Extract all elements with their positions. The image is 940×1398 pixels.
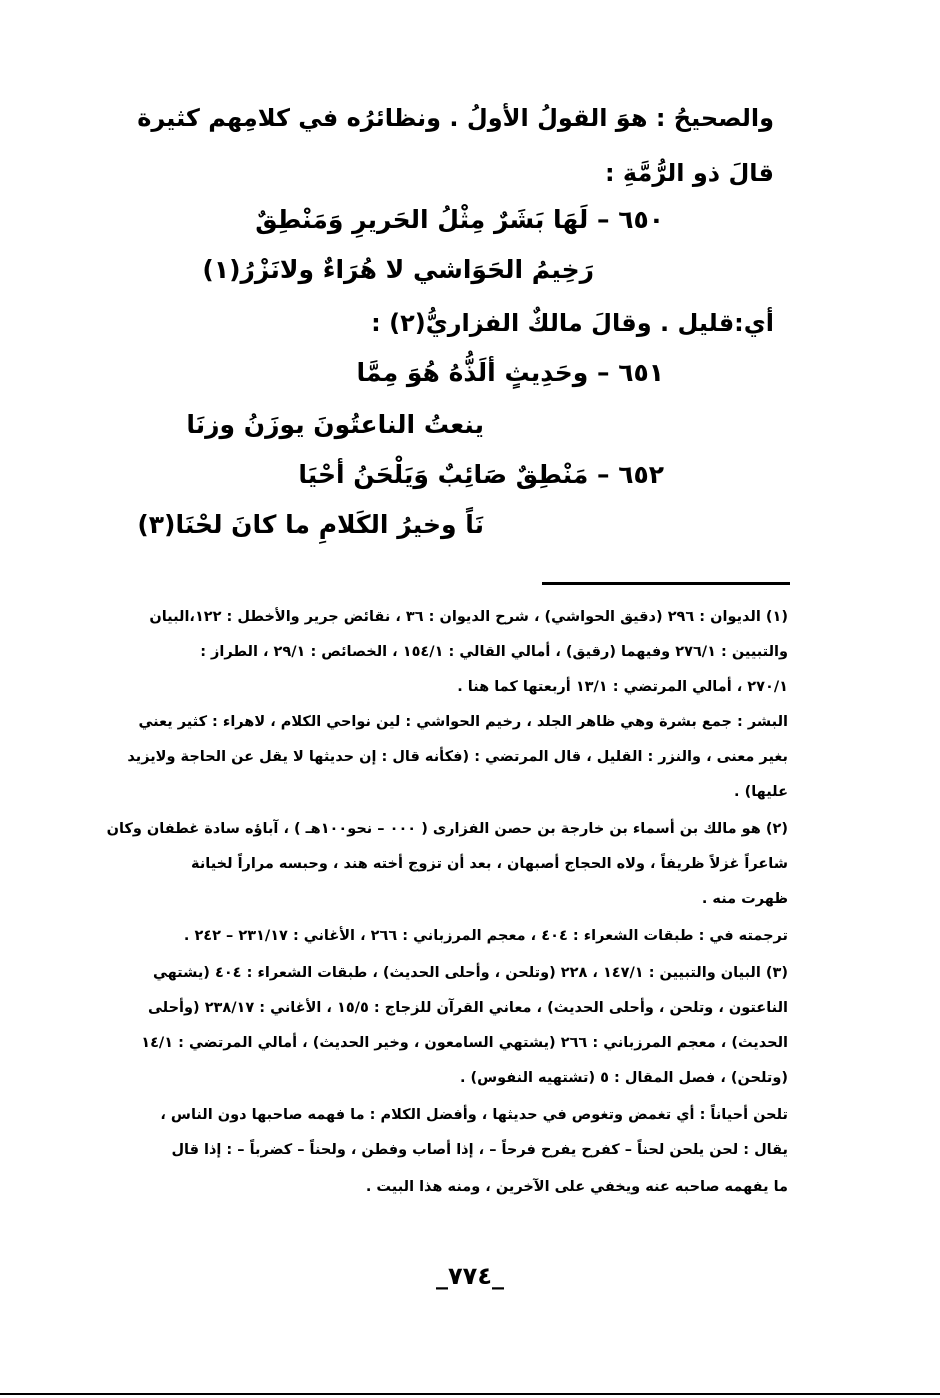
- verse-652-second-hemistich: نَاً وخيرُ الكَلامِ ما كانَ لحْنَا(٣): [137, 510, 484, 539]
- footnote-line: (٢) هو مالك بن أسماء بن خارجة بن حصن الفزارى ( ٠٠٠ – نحو١٠٠هـ ) ، آباؤه سادة غطفان وكان: [106, 821, 788, 837]
- footnote-separator: [542, 582, 790, 585]
- footnote-line: تلحن أحياناً : أي تغمض وتغوص في حديثها ، وأفضل الكلام : ما فهمه صاحبها دون الناس ،: [160, 1107, 788, 1123]
- footnote-line: عليها) .: [734, 784, 788, 800]
- verse-650-second-hemistich: رَخِيمُ الحَوَاشي لا هُرَاءٌ ولانَزْرُ(١): [202, 255, 594, 284]
- footnote-line: بغير معنى ، والنزر : القليل ، قال المرتضي : (فكأنه قال : إن حديثها لا يقل عن الحاجة ولايزيد: [127, 749, 788, 765]
- footnote-line: ما يفهمه صاحبه عنه ويخفي على الآخرين ، ومنه هذا البيت .: [365, 1179, 788, 1195]
- footnote-line: (١) الديوان : ٢٩٦ (دقيق الحواشي) ، شرح الديوان : ٣٦ ، نقائض جرير والأخطل : ١٢٢،البيان: [149, 609, 788, 625]
- poet-line: قالَ ذو الرُّمَّةِ :: [604, 159, 774, 187]
- verse-651-first-hemistich: ٦٥١ – وحَدِيثٍ ألَذُّهُ هُوَ مِمَّا: [356, 358, 664, 387]
- footnote-line: الناعتون ، وتلحن ، وأحلى الحديث) ، معاني القرآن للزجاج : ١٥/٥ ، الأغاني : ٢٣٨/١٧ (وأحلى: [148, 1000, 788, 1016]
- footnote-line: ٢٧٠/١ ، أمالي المرتضي : ١٣/١ أربعتها كما هنا .: [457, 679, 788, 695]
- footnote-line: (٣) البيان والتبيين : ١٤٧/١ ، ٢٢٨ (وتلحن ، وأحلى الحديث) ، طبقات الشعراء : ٤٠٤ (يشتهي: [152, 965, 788, 981]
- footnote-line: الحديث) ، معجم المرزباني : ٢٦٦ (يشتهي السامعون ، وخير الحديث) ، أمالي المرتضي : ١٤/١: [141, 1035, 788, 1051]
- verse-652-first-hemistich: ٦٥٢ – مَنْطِقٌ صَائِبٌ وَيَلْحَنُ أحْيَا: [298, 460, 664, 489]
- verse-651-second-hemistich: ينعتُ الناعتُونَ يوزَنُ وزنَا: [186, 410, 484, 439]
- page-number: _٧٧٤_: [436, 1262, 504, 1290]
- footnote-line: ظهرت منه .: [701, 891, 788, 907]
- intro-line: والصحيحُ : هوَ القولُ الأولُ . ونظائرُه في كلامِهم كثيرة: [137, 104, 774, 132]
- gloss-line: أي:قليل . وقالَ مالكٌ الفزاريُّ(٢) :: [371, 309, 774, 337]
- footnote-line: يقال : لحن يلحن لحناً – كفرح يفرح فرحاً – ، إذا أصاب وفطن ، ولحناً – كضرباً – : إذا قال: [171, 1142, 788, 1158]
- scan-edge-line: [0, 1393, 940, 1395]
- footnote-line: ترجمته في : طبقات الشعراء : ٤٠٤ ، معجم المرزباني : ٢٦٦ ، الأغاني : ٢٣١/١٧ – ٢٤٢ .: [183, 928, 788, 944]
- footnote-line: (وتلحن) ، فصل المقال : ٥ (تشتهيه النفوس) .: [459, 1070, 788, 1086]
- footnote-line: البشر : جمع بشرة وهي ظاهر الجلد ، رخيم الحواشي : لين نواحي الكلام ، لاهراء : كثير يعني: [138, 714, 788, 730]
- verse-650-first-hemistich: ٦٥٠ – لَهَا بَشَرٌ مِثْلُ الحَريرِ وَمَنْطِقٌ: [255, 205, 664, 234]
- footnote-line: والتبيين : ٢٧٦/١ وفيهما (رقيق) ، أمالي القالي : ١٥٤/١ ، الخصائص : ٢٩/١ ، الطراز :: [200, 644, 788, 660]
- footnote-line: شاعراً غزلاً ظريفاً ، ولاه الحجاج أصبهان ، بعد أن تزوج أخته هند ، وحبسه مراراً لخيانة: [191, 856, 788, 872]
